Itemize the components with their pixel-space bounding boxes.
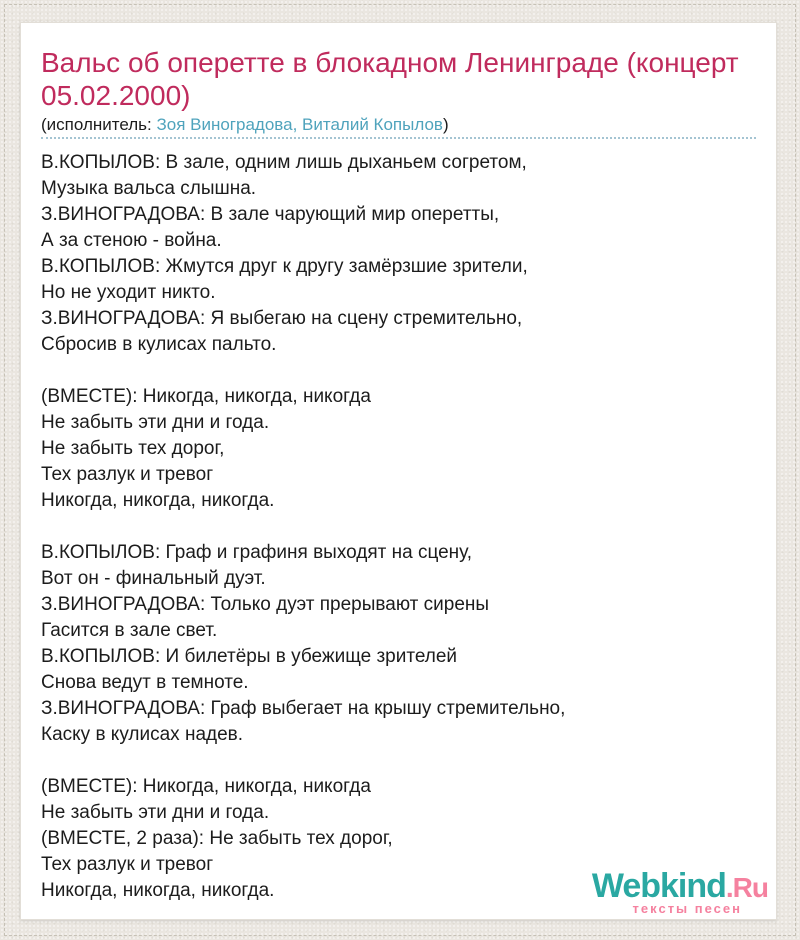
site-logo[interactable] <box>591 867 768 916</box>
lyric-line: Но не уходит никто. <box>41 282 216 303</box>
lyric-line: Никогда, никогда, никогда. <box>41 880 275 901</box>
lyrics <box>41 150 756 904</box>
site-logo-wordmark <box>591 867 768 905</box>
lyric-line: (ВМЕСТЕ): Никогда, никогда, никогда <box>41 776 371 797</box>
lyric-line: Гасится в зале свет. <box>41 620 218 641</box>
lyric-line: (ВМЕСТЕ, 2 раза): Не забыть тех дорог, <box>41 828 393 849</box>
lyric-line: З.ВИНОГРАДОВА: Граф выбегает на крышу стремительно, <box>41 698 566 719</box>
content-card <box>20 22 777 920</box>
lyric-line: Тех разлук и тревог <box>41 854 214 875</box>
lyric-line: Снова ведут в темноте. <box>41 672 249 693</box>
performer-label: (исполнитель: <box>41 115 157 134</box>
stanza <box>41 150 756 358</box>
performer-line <box>41 114 756 136</box>
performer-link-1[interactable]: Зоя Виноградова <box>156 115 293 134</box>
lyric-line: А за стеною - война. <box>41 230 222 251</box>
lyric-line: В.КОПЫЛОВ: Граф и графиня выходят на сцену, <box>41 542 473 563</box>
performer-separator: , <box>292 115 303 134</box>
performer-link-2[interactable]: Виталий Копылов <box>302 115 443 134</box>
stanza <box>41 540 756 748</box>
lyric-line: З.ВИНОГРАДОВА: В зале чарующий мир оперетты, <box>41 204 500 225</box>
lyric-line: Каску в кулисах надев. <box>41 724 244 745</box>
lyric-line: Не забыть эти дни и года. <box>41 412 270 433</box>
lyric-line: З.ВИНОГРАДОВА: Я выбегаю на сцену стремительно, <box>41 308 523 329</box>
lyric-line: В.КОПЫЛОВ: В зале, одним лишь дыханьем согретом, <box>41 152 527 173</box>
lyric-line: (ВМЕСТЕ): Никогда, никогда, никогда <box>41 386 371 407</box>
logo-webkind-text: Webkind <box>591 867 726 905</box>
performer-label-close: ) <box>442 115 449 134</box>
lyric-line: Никогда, никогда, никогда. <box>41 490 275 511</box>
lyric-line: Тех разлук и тревог <box>41 464 214 485</box>
page-title: Вальс об оперетте в блокадном Ленинграде (концерт 05.02.2000) <box>41 47 739 111</box>
lyric-line: Не забыть эти дни и года. <box>41 802 270 823</box>
lyric-line: З.ВИНОГРАДОВА: Только дуэт прерывают сирены <box>41 594 490 615</box>
stanza <box>41 384 756 514</box>
header-divider <box>41 137 756 139</box>
lyric-line: Не забыть тех дорог, <box>41 438 225 459</box>
lyric-line: Сбросив в кулисах пальто. <box>41 334 277 355</box>
logo-ru-text: .Ru <box>725 872 768 903</box>
lyric-line: В.КОПЫЛОВ: Жмутся друг к другу замёрзшие зрители, <box>41 256 528 277</box>
lyric-line: Вот он - финальный дуэт. <box>41 568 266 589</box>
lyric-line: Музыка вальса слышна. <box>41 178 257 199</box>
lyric-line: В.КОПЫЛОВ: И билетёры в убежище зрителей <box>41 646 458 667</box>
logo-tagline: тексты песен <box>632 901 742 916</box>
